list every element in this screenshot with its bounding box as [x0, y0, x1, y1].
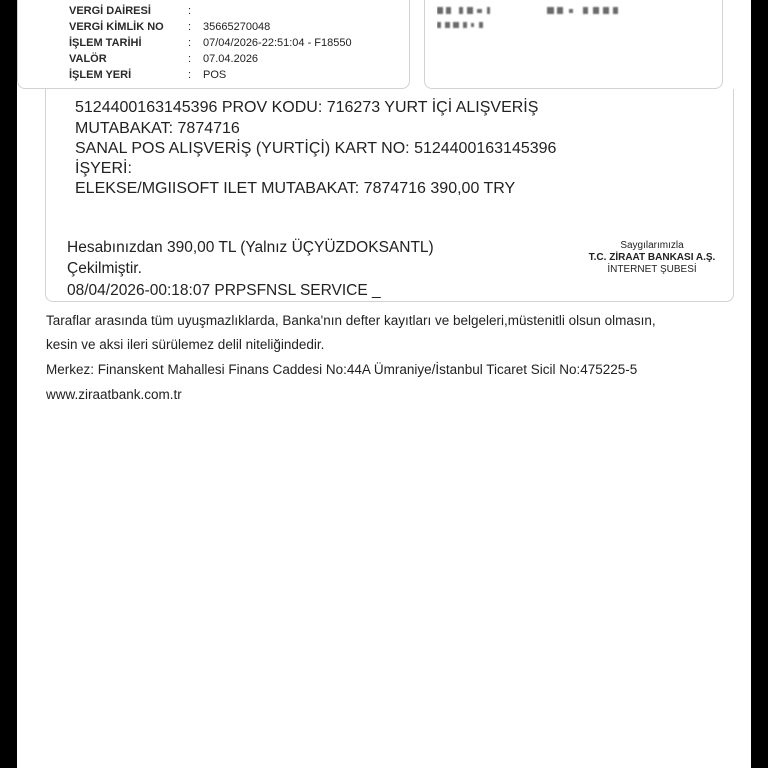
transaction-line: ELEKSE/MGIISOFT ILET MUTABAKAT: 7874716 390,00 TRY — [75, 180, 516, 197]
info-value: 35665270048 — [203, 21, 271, 33]
info-separator: : — [188, 53, 192, 65]
legal-text-line: kesin ve aksi ileri sürülemez delil niteliğindedir. — [46, 337, 325, 352]
info-separator: : — [188, 37, 192, 49]
info-value: POS — [203, 69, 227, 81]
transaction-line: SANAL POS ALIŞVERİŞ (YURTİÇİ) KART NO: 5124400163145396 — [75, 140, 557, 157]
signature-greeting: Saygılarımızla — [620, 240, 684, 251]
info-separator: : — [188, 5, 192, 17]
info-separator: : — [188, 21, 192, 33]
amount-line: Hesabınızdan 390,00 TL (Yalnız ÜÇYÜZDOKSANTL) — [67, 239, 434, 256]
receipt-page — [17, 0, 751, 768]
info-label: İŞLEM YERİ — [69, 69, 132, 81]
redacted-text-image — [437, 3, 657, 43]
withdrawn-line: Çekilmiştir. — [67, 260, 142, 277]
info-value: 07/04/2026-22:51:04 - F18550 — [203, 37, 352, 49]
info-label: İŞLEM TARİHİ — [69, 37, 142, 49]
info-value: 07.04.2026 — [203, 53, 259, 65]
transaction-line: MUTABAKAT: 7874716 — [75, 120, 240, 137]
legal-text-line: Taraflar arasında tüm uyuşmazlıklarda, Banka'nın defter kayıtları ve belgeleri,müstenitli olsun olmasın, — [46, 313, 656, 328]
transaction-line: İŞYERİ: — [75, 160, 132, 177]
info-label: VERGİ DAİRESİ — [69, 5, 151, 17]
bank-website-link[interactable]: www.ziraatbank.com.tr — [46, 387, 182, 402]
signature-branch: İNTERNET ŞUBESİ — [607, 264, 697, 275]
recipient-info-card — [424, 0, 723, 89]
transaction-line: 5124400163145396 PROV KODU: 716273 YURT İÇİ ALIŞVERİŞ — [75, 99, 539, 116]
signature-bank-name: T.C. ZİRAAT BANKASI A.Ş. — [588, 252, 716, 263]
info-row-value-date — [69, 51, 409, 67]
service-line: 08/04/2026-00:18:07 PRPSFNSL SERVICE _ — [67, 282, 381, 299]
info-separator: : — [188, 69, 192, 81]
headquarters-address: Merkez: Finanskent Mahallesi Finans Caddesi No:44A Ümraniye/İstanbul Ticaret Sicil No:475225-5 — [46, 362, 638, 377]
info-label: VALÖR — [69, 53, 107, 65]
info-row-transaction-date — [69, 35, 409, 51]
info-row-transaction-place — [69, 67, 409, 83]
info-row-tax-id — [69, 19, 409, 35]
info-label: VERGİ KİMLİK NO — [69, 21, 164, 33]
transaction-info-card — [17, 0, 410, 89]
info-row-tax-office — [69, 3, 409, 19]
